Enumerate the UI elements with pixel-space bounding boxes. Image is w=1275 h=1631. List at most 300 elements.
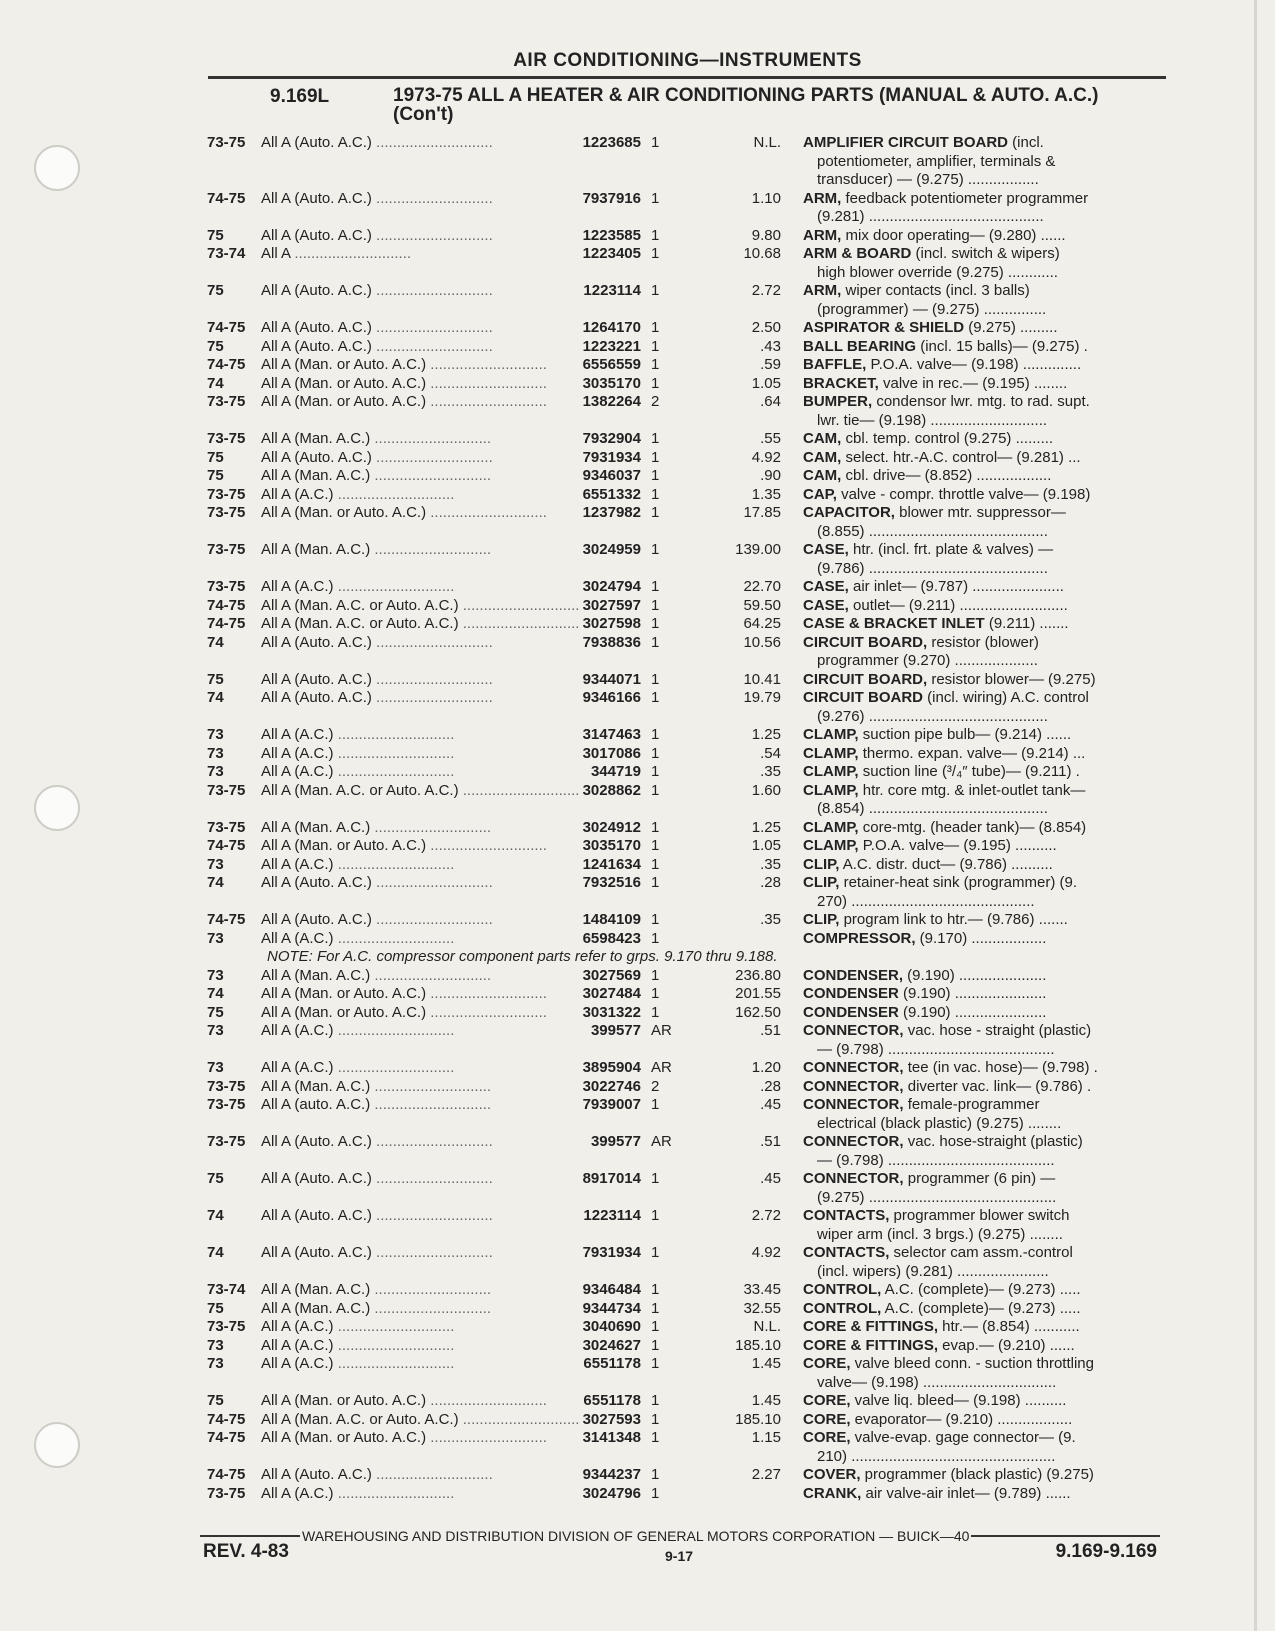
model-text: All A (Auto. A.C.) <box>261 874 372 891</box>
part-number-cell: 6551178 <box>583 1392 641 1409</box>
part-number-cell: 3027593 <box>582 1410 641 1428</box>
price-cell: 32.55 <box>743 1299 781 1317</box>
price-cell: 2.72 <box>751 1207 781 1224</box>
quantity-cell: 1 <box>651 189 660 207</box>
year-cell: 74 <box>207 985 224 1002</box>
part-desc: A.C. (complete)— (9.273) ..... <box>881 1281 1081 1298</box>
quantity-cell: 1 <box>651 689 660 706</box>
table-row <box>207 356 1167 375</box>
quantity-cell: 1 <box>651 1429 660 1446</box>
description-cell <box>781 541 1167 578</box>
quantity-cell: 1 <box>651 319 660 336</box>
model-cell: All A (Auto. A.C.) ............................ <box>261 226 493 244</box>
description-cell <box>781 837 1167 856</box>
year-cell: 73 <box>207 966 224 984</box>
price-cell: 1.35 <box>751 485 781 503</box>
model-cell: All A (Man. A.C.) ............................ <box>261 1299 492 1317</box>
note-line: NOTE: For A.C. compressor component parts refer to grps. 9.170 thru 9.188. <box>267 948 778 965</box>
description-cell <box>781 1022 1167 1059</box>
page-header: AIR CONDITIONING—INSTRUMENTS <box>513 50 862 71</box>
quantity-cell: 1 <box>651 985 660 1002</box>
binder-hole <box>34 145 80 191</box>
part-desc: valve - compr. throttle valve— (9.198) <box>836 485 1091 503</box>
table-row <box>207 1170 1167 1207</box>
model-cell: All A (A.C.) ............................ <box>261 1336 455 1354</box>
model-cell: All A (A.C.) ............................ <box>261 1318 455 1335</box>
quantity-cell: 1 <box>651 337 660 355</box>
price-cell: 10.68 <box>743 245 781 262</box>
part-desc: valve liq. bleed— (9.198) .......... <box>850 1392 1067 1409</box>
quantity-cell: 1 <box>651 282 660 299</box>
desc-continuation: (9.276) ........................................... <box>817 707 1048 725</box>
model-cell: All A (Auto. A.C.) ............................ <box>261 134 493 151</box>
binder-hole <box>34 785 80 831</box>
model-text: All A (Man. A.C.) <box>261 430 371 447</box>
year-cell: 73 <box>207 1355 224 1372</box>
part-number-cell: 3895904 <box>582 1059 641 1076</box>
part-number-cell: 3027597 <box>582 596 641 614</box>
part-name: CONNECTOR, <box>803 1133 904 1150</box>
year-cell: 74-75 <box>207 911 246 928</box>
part-desc: air valve-air inlet— (9.789) ...... <box>861 1484 1071 1502</box>
description-cell <box>781 1466 1167 1485</box>
model-text: All A (Auto. A.C.) <box>261 448 372 466</box>
year-cell: 73-75 <box>207 393 246 410</box>
part-name: ARM, <box>803 226 842 244</box>
description-cell <box>781 615 1167 634</box>
part-name: CLAMP, <box>803 763 859 780</box>
year-cell: 73 <box>207 1336 224 1354</box>
part-desc: selector cam assm.-control <box>889 1244 1073 1261</box>
model-cell: All A (Auto. A.C.) ............................ <box>261 189 493 207</box>
part-desc: female-programmer <box>903 1096 1040 1113</box>
part-number-cell: 3024794 <box>582 578 641 595</box>
part-desc: suction line (³/₄″ tube)— (9.211) . <box>858 763 1080 780</box>
description-cell <box>781 356 1167 375</box>
model-text: All A (Man. A.C.) <box>261 966 371 984</box>
year-cell: 73-75 <box>207 1133 246 1150</box>
model-cell: All A (Auto. A.C.) ............................ <box>261 282 493 299</box>
part-name: CLAMP, <box>803 818 859 836</box>
year-cell: 74 <box>207 633 224 651</box>
table-row <box>207 190 1167 227</box>
quantity-cell: 1 <box>651 615 660 632</box>
desc-continuation: (9.275) ............................................. <box>817 1188 1057 1206</box>
model-text: All A (A.C.) <box>261 1022 334 1039</box>
model-text: All A (A.C.) <box>261 1318 334 1335</box>
part-name: CONDENSER <box>803 985 899 1002</box>
part-desc: thermo. expan. valve— (9.214) ... <box>858 744 1086 762</box>
footer-division: WAREHOUSING AND DISTRIBUTION DIVISION OF GENERAL MOTORS CORPORATION — BUICK—40 <box>302 1528 970 1544</box>
quantity-cell: AR <box>651 1022 672 1039</box>
year-cell: 75 <box>207 282 224 299</box>
year-cell: 74-75 <box>207 837 246 854</box>
part-desc: (9.190) ...................... <box>898 985 1047 1002</box>
description-cell <box>781 578 1167 597</box>
model-cell: All A (Auto. A.C.) ............................ <box>261 1133 493 1150</box>
year-cell: 73 <box>207 763 224 780</box>
price-cell: 162.50 <box>735 1003 781 1021</box>
part-desc: A.C. distr. duct— (9.786) .......... <box>839 855 1053 873</box>
part-number-cell: 3024627 <box>582 1336 641 1354</box>
part-desc: cbl. drive— (8.852) .................. <box>841 467 1052 484</box>
model-text: All A (Auto. A.C.) <box>261 1244 372 1261</box>
part-name: COVER, <box>803 1466 861 1483</box>
part-desc: programmer (6 pin) — <box>903 1170 1056 1187</box>
description-cell <box>781 597 1167 616</box>
price-cell: .51 <box>760 1133 781 1150</box>
description-cell <box>781 930 1167 949</box>
year-cell: 74-75 <box>207 596 246 614</box>
part-name: CIRCUIT BOARD, <box>803 633 928 651</box>
part-number-cell: 6598423 <box>582 929 641 947</box>
part-number-cell: 1223685 <box>582 134 641 151</box>
model-cell: All A (A.C.) ............................ <box>261 1059 455 1076</box>
quantity-cell: 1 <box>651 781 660 799</box>
description-cell <box>781 1318 1167 1337</box>
part-number-cell: 3017086 <box>582 744 641 762</box>
quantity-cell: 1 <box>651 633 660 651</box>
year-cell: 73-75 <box>207 818 246 836</box>
model-cell: All A (Man. A.C.) ............................ <box>261 467 492 484</box>
model-text: All A (Auto. A.C.) <box>261 189 372 207</box>
part-number-cell: 3035170 <box>582 374 641 392</box>
price-cell: 59.50 <box>743 596 781 614</box>
desc-continuation: (8.854) ........................................... <box>817 800 1048 817</box>
part-name: ARM, <box>803 189 842 207</box>
part-name: CORE & FITTINGS, <box>803 1336 938 1354</box>
part-name: ARM, <box>803 282 842 299</box>
model-cell: All A (Man. A.C.) ............................ <box>261 966 492 984</box>
part-name: CONNECTOR, <box>803 1059 904 1076</box>
description-cell <box>781 1207 1167 1244</box>
model-cell: All A (A.C.) ............................ <box>261 726 455 743</box>
part-name: CLAMP, <box>803 781 859 799</box>
part-name: CAM, <box>803 448 842 466</box>
part-number-cell: 9344734 <box>582 1299 641 1317</box>
description-cell <box>781 689 1167 726</box>
part-number-cell: 1223585 <box>582 226 641 244</box>
model-cell: All A (A.C.) ............................ <box>261 485 455 503</box>
part-name: AMPLIFIER CIRCUIT BOARD <box>803 134 1008 151</box>
model-text: All A (Auto. A.C.) <box>261 319 372 336</box>
part-name: COMPRESSOR, <box>803 929 916 947</box>
description-cell <box>781 1059 1167 1078</box>
price-cell: 33.45 <box>743 1281 781 1298</box>
table-row <box>207 985 1167 1004</box>
desc-continuation: (incl. wipers) (9.281) ...................... <box>817 1262 1049 1280</box>
model-cell: All A (Man. or Auto. A.C.) ............................ <box>261 504 547 521</box>
table-row <box>207 1337 1167 1356</box>
description-cell <box>781 486 1167 505</box>
price-cell: 64.25 <box>743 615 781 632</box>
price-cell: 2.50 <box>751 319 781 336</box>
price-cell: 1.60 <box>751 781 781 799</box>
table-row <box>207 874 1167 911</box>
desc-continuation: 270) ............................................ <box>817 892 1035 910</box>
model-text: All A (Man. or Auto. A.C.) <box>261 1003 427 1021</box>
table-row <box>207 1059 1167 1078</box>
model-cell: All A (Man. A.C.) ............................ <box>261 430 492 447</box>
desc-continuation: high blower override (9.275) ............ <box>817 263 1058 281</box>
price-cell: .59 <box>760 356 781 373</box>
quantity-cell: 1 <box>651 1318 660 1335</box>
part-number-cell: 9344237 <box>582 1466 641 1483</box>
year-cell: 75 <box>207 1299 224 1317</box>
part-name: BAFFLE, <box>803 356 867 373</box>
table-row <box>207 615 1167 634</box>
part-number-cell: 3024959 <box>582 541 641 558</box>
part-name: CIRCUIT BOARD, <box>803 670 928 688</box>
year-cell: 74 <box>207 1244 224 1261</box>
part-desc: vac. hose - straight (plastic) <box>903 1022 1092 1039</box>
quantity-cell: 1 <box>651 596 660 614</box>
part-desc: resistor (blower) <box>927 633 1039 651</box>
part-number-cell: 9344071 <box>582 670 641 688</box>
part-desc: program link to htr.— (9.786) ....... <box>839 911 1068 928</box>
year-cell: 73 <box>207 855 224 873</box>
table-row <box>207 1300 1167 1319</box>
desc-continuation: programmer (9.270) .................... <box>817 652 1038 669</box>
part-desc: (9.211) ....... <box>984 615 1069 632</box>
model-text: All A (A.C.) <box>261 744 334 762</box>
model-text: All A (Auto. A.C.) <box>261 670 372 688</box>
desc-continuation: electrical (black plastic) (9.275) ........ <box>817 1114 1062 1132</box>
part-name: BALL BEARING <box>803 337 917 355</box>
part-name: ASPIRATOR & SHIELD <box>803 319 965 336</box>
part-desc: programmer (black plastic) (9.275) <box>860 1466 1094 1483</box>
part-desc: valve bleed conn. - suction throttling <box>850 1355 1094 1372</box>
part-name: CLAMP, <box>803 744 859 762</box>
table-row <box>207 430 1167 449</box>
description-cell <box>781 430 1167 449</box>
part-name: CRANK, <box>803 1484 862 1502</box>
year-cell: 73 <box>207 726 224 743</box>
revision-label: REV. 4-83 <box>203 1541 289 1562</box>
description-cell <box>781 1411 1167 1430</box>
price-cell: 1.20 <box>751 1059 781 1076</box>
part-desc: mix door operating— (9.280) ...... <box>841 226 1066 244</box>
price-cell: N.L. <box>753 1318 781 1335</box>
part-name: CASE, <box>803 541 849 558</box>
price-cell: 17.85 <box>743 504 781 521</box>
quantity-cell: 1 <box>651 726 660 743</box>
part-number-cell: 3027598 <box>582 615 641 632</box>
price-cell: .28 <box>760 1077 781 1095</box>
table-row <box>207 338 1167 357</box>
part-desc: programmer blower switch <box>889 1207 1070 1224</box>
part-name: CASE & BRACKET INLET <box>803 615 985 632</box>
section-number: 9.169L <box>270 86 330 107</box>
table-row <box>207 134 1167 190</box>
quantity-cell: 1 <box>651 1355 660 1372</box>
model-text: All A <box>261 245 291 262</box>
price-cell: .54 <box>760 744 781 762</box>
year-cell: 75 <box>207 1392 224 1409</box>
quantity-cell: 1 <box>651 1003 660 1021</box>
year-cell: 74-75 <box>207 319 246 336</box>
table-row <box>207 1318 1167 1337</box>
table-row <box>207 245 1167 282</box>
description-cell <box>781 1004 1167 1023</box>
table-row <box>207 578 1167 597</box>
model-cell: All A (Man. A.C. or Auto. A.C.) ............................ <box>261 596 580 614</box>
part-number-cell: 3028862 <box>582 781 641 799</box>
description-cell <box>781 1392 1167 1411</box>
part-desc: (9.275) ......... <box>964 319 1058 336</box>
description-cell <box>781 874 1167 911</box>
part-number-cell: 399577 <box>590 1133 641 1150</box>
part-name: CORE & FITTINGS, <box>803 1318 938 1335</box>
part-desc: feedback potentiometer programmer <box>841 189 1089 207</box>
description-cell <box>781 1244 1167 1281</box>
desc-continuation: — (9.798) ........................................ <box>817 1040 1055 1058</box>
part-number-cell: 7939007 <box>582 1096 641 1113</box>
part-name: CORE, <box>803 1392 851 1409</box>
description-cell <box>781 467 1167 486</box>
year-cell: 74-75 <box>207 615 246 632</box>
table-row <box>207 745 1167 764</box>
model-cell: All A (A.C.) ............................ <box>261 855 455 873</box>
description-cell <box>781 227 1167 246</box>
quantity-cell: 1 <box>651 1281 660 1298</box>
table-row <box>207 837 1167 856</box>
year-cell: 73-75 <box>207 1484 246 1502</box>
model-cell: All A (Man. A.C.) ............................ <box>261 541 492 558</box>
model-cell: All A (Auto. A.C.) ............................ <box>261 319 493 336</box>
description-cell <box>781 375 1167 394</box>
price-cell: 139.00 <box>735 541 781 558</box>
model-cell: All A (Auto. A.C.) ............................ <box>261 448 493 466</box>
model-text: All A (Man. A.C.) <box>261 541 371 558</box>
table-row <box>207 689 1167 726</box>
desc-continuation: wiper arm (incl. 3 brgs.) (9.275) ........ <box>817 1225 1063 1243</box>
part-number-cell: 7937916 <box>582 189 641 207</box>
model-text: All A (Man. A.C.) <box>261 1077 371 1095</box>
model-cell: All A (A.C.) ............................ <box>261 929 455 947</box>
model-text: All A (A.C.) <box>261 929 334 947</box>
price-cell: 185.10 <box>735 1410 781 1428</box>
table-row <box>207 504 1167 541</box>
description-cell <box>781 245 1167 282</box>
model-text: All A (Auto. A.C.) <box>261 1466 372 1483</box>
price-cell: .45 <box>760 1170 781 1187</box>
model-cell: All A (Man. A.C.) ............................ <box>261 1077 492 1095</box>
part-name: CLIP, <box>803 911 840 928</box>
table-row <box>207 856 1167 875</box>
part-desc: suction pipe bulb— (9.214) ...... <box>858 726 1072 743</box>
part-desc: evaporator— (9.210) .................. <box>850 1410 1073 1428</box>
quantity-cell: 1 <box>651 1392 660 1409</box>
model-text: All A (Man. or Auto. A.C.) <box>261 356 427 373</box>
part-number-cell: 9346037 <box>582 467 641 484</box>
part-number-cell: 3022746 <box>582 1077 641 1095</box>
model-text: All A (A.C.) <box>261 763 334 780</box>
price-cell: .43 <box>760 337 781 355</box>
table-row <box>207 634 1167 671</box>
part-name: CONNECTOR, <box>803 1096 904 1113</box>
part-desc: valve in rec.— (9.195) ........ <box>878 374 1068 392</box>
description-cell <box>781 967 1167 986</box>
description-cell <box>781 338 1167 357</box>
model-cell: All A (Auto. A.C.) ............................ <box>261 689 493 706</box>
price-cell: 1.10 <box>751 189 781 207</box>
model-cell: All A (Auto. A.C.) ............................ <box>261 911 493 928</box>
description-cell <box>781 1429 1167 1466</box>
price-cell: 4.92 <box>751 448 781 466</box>
model-text: All A (Man. A.C.) <box>261 467 371 484</box>
model-cell: All A (A.C.) ............................ <box>261 744 455 762</box>
part-desc: (incl. <box>1008 134 1044 151</box>
year-cell: 75 <box>207 337 224 355</box>
model-cell: All A (Man. or Auto. A.C.) ............................ <box>261 1392 547 1409</box>
model-cell: All A (Man. or Auto. A.C.) ............................ <box>261 374 547 392</box>
part-number-cell: 3031322 <box>582 1003 641 1021</box>
quantity-cell: 1 <box>651 245 660 262</box>
part-desc: core-mtg. (header tank)— (8.854) <box>858 818 1087 836</box>
year-cell: 75 <box>207 226 224 244</box>
price-cell: .35 <box>760 855 781 873</box>
part-name: CIRCUIT BOARD <box>803 689 923 706</box>
part-number-cell: 1241634 <box>582 855 641 873</box>
description-cell <box>781 911 1167 930</box>
model-text: All A (Man. A.C.) <box>261 1281 371 1298</box>
part-name: ARM & BOARD <box>803 245 912 262</box>
model-text: All A (A.C.) <box>261 578 334 595</box>
quantity-cell: 1 <box>651 1336 660 1354</box>
model-text: All A (Man. A.C. or Auto. A.C.) <box>261 615 459 632</box>
table-row <box>207 449 1167 468</box>
quantity-cell: AR <box>651 1133 672 1150</box>
table-row <box>207 671 1167 690</box>
part-number-cell: 1237982 <box>582 504 641 521</box>
description-cell <box>781 726 1167 745</box>
model-cell: All A (Auto. A.C.) ............................ <box>261 1170 493 1187</box>
year-cell: 73-75 <box>207 578 246 595</box>
price-cell: 2.27 <box>751 1466 781 1483</box>
price-cell: 1.45 <box>751 1355 781 1372</box>
quantity-cell: 1 <box>651 485 660 503</box>
model-text: All A (Auto. A.C.) <box>261 633 372 651</box>
year-cell: 73-75 <box>207 430 246 447</box>
page-number: 9-17 <box>665 1548 694 1564</box>
binder-hole <box>34 1422 80 1468</box>
part-desc: condensor lwr. mtg. to rad. supt. <box>872 393 1090 410</box>
part-desc: select. htr.-A.C. control— (9.281) ... <box>841 448 1081 466</box>
model-text: All A (Man. or Auto. A.C.) <box>261 374 427 392</box>
part-desc: A.C. (complete)— (9.273) ..... <box>881 1299 1081 1317</box>
model-text: All A (Man. or Auto. A.C.) <box>261 1392 427 1409</box>
model-cell: All A (A.C.) ............................ <box>261 578 455 595</box>
table-row <box>207 486 1167 505</box>
desc-continuation: transducer) — (9.275) ................. <box>817 171 1039 188</box>
quantity-cell: 1 <box>651 1466 660 1483</box>
part-number-cell: 6551178 <box>583 1355 641 1372</box>
part-number-cell: 3024912 <box>582 818 641 836</box>
table-row <box>207 597 1167 616</box>
year-cell: 75 <box>207 448 224 466</box>
part-desc: cbl. temp. control (9.275) ......... <box>841 430 1054 447</box>
desc-continuation: (9.786) ........................................... <box>817 559 1048 577</box>
year-cell: 74-75 <box>207 189 246 207</box>
part-number-cell: 7932904 <box>582 430 641 447</box>
description-cell <box>781 985 1167 1004</box>
description-cell <box>781 1170 1167 1207</box>
quantity-cell: 1 <box>651 744 660 762</box>
part-desc: htr. core mtg. & inlet-outlet tank— <box>858 781 1086 799</box>
table-row <box>207 1244 1167 1281</box>
part-name: CONDENSER, <box>803 966 904 984</box>
